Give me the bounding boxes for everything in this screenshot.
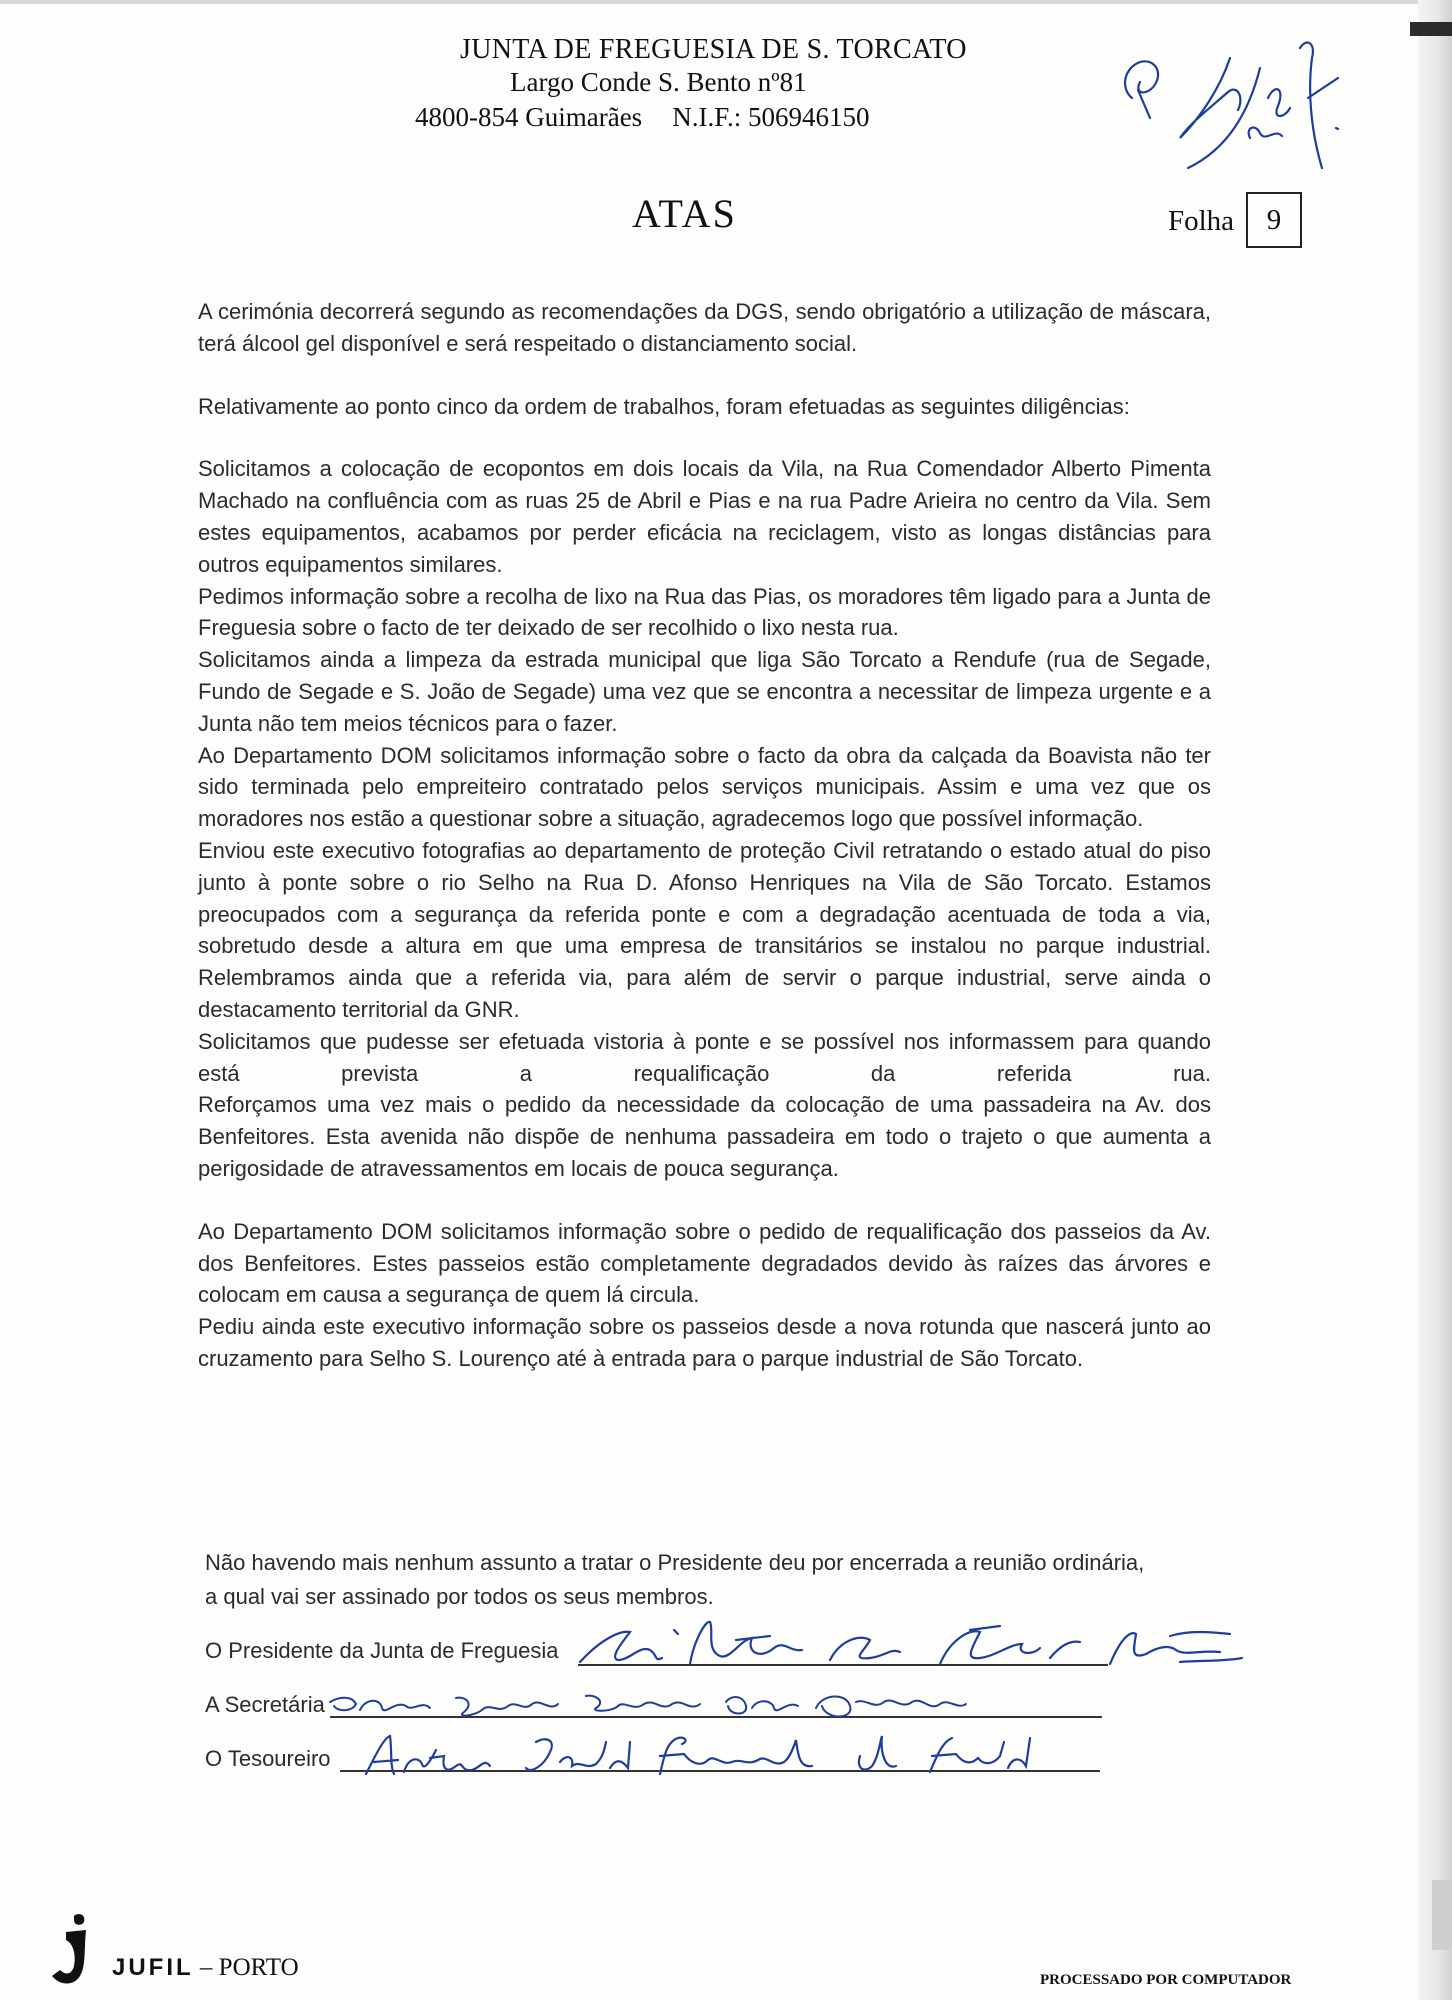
letterhead-name: JUNTA DE FREGUESIA DE S. TORCATO [460,34,967,65]
paragraph-rotunda: Pediu ainda este executivo informação sobre os passeios desde a nova rotunda que nascerá junto ao cruzamento para Selho S. Lourenço até à entrada para o parque industrial de São Torcato. [198,1314,1211,1371]
footer-brand [112,1954,299,1982]
tesoureiro-label: O Tesoureiro [205,1746,331,1771]
presidente-label: O Presidente da Junta de Freguesia [205,1638,559,1663]
scan-edge-top [0,0,1452,4]
letterhead-street: Largo Conde S. Bento nº81 [510,67,807,97]
document-title: ATAS [632,191,737,236]
rubric-signature-top [1110,28,1390,208]
paragraph-ecopontos: Solicitamos a colocação de ecopontos em dois locais da Vila, na Rua Comendador Alberto Pimenta Machado na confluência com as ruas 25 de Abril e Pias e na rua Padre Arieira no centro da Vila. Sem estes equipamentos, acabamos por perder eficácia na reciclagem, visto as longas distâncias para outros equipamentos similares. [198,456,1211,577]
scan-tab-mark [1410,22,1452,36]
secretaria-signature [326,1688,1026,1724]
closing-line-1: Não havendo mais nenhum assunto a tratar o Presidente deu por encerrada a reunião ordinária, [205,1550,1145,1575]
footer-brand-city: – PORTO [199,1954,299,1981]
presidente-signature [570,1600,1260,1680]
jufil-logo-icon [44,1910,104,1990]
closing-line-2: a qual vai ser assinado por todos os seus membros. [205,1584,714,1609]
scan-tab-mark-bottom [1432,1880,1452,1950]
secretaria-label: A Secretária [205,1692,325,1717]
paragraph-vistoria: Solicitamos que pudesse ser efetuada vistoria à ponte e se possível nos informassem para quando está prevista a requalificação da referida rua. [198,1028,1211,1086]
scan-edge-right [1418,0,1452,2000]
letterhead-postal: 4800-854 Guimarães [415,102,643,132]
paragraph-ceremony: A cerimónia decorrerá segundo as recomendações da DGS, sendo obrigatório a utilização de máscara, terá álcool gel disponível e será respeitado o distanciamento social. [198,299,1211,356]
minutes-body [198,296,1211,1375]
paragraph-lixo: Pedimos informação sobre a recolha de lixo na Rua das Pias, os moradores têm ligado para a Junta de Freguesia sobre o facto de ter deixado de ser recolhido o lixo nesta rua. [198,583,1211,641]
paragraph-limpeza: Solicitamos ainda a limpeza da estrada municipal que liga São Torcato a Rendufe (rua de Segade, Fundo de Segade e S. João de Segade) uma vez que se encontra a necessitar de limpeza urgente e a Junta não tem meios técnicos para o fazer. [198,647,1211,736]
paragraph-point-five: Relativamente ao ponto cinco da ordem de trabalhos, foram efetuadas as seguintes diligências: [198,393,1130,419]
footer-processed: PROCESSADO POR COMPUTADOR [1040,1972,1292,1988]
paragraph-passadeira: Reforçamos uma vez mais o pedido da necessidade da colocação de uma passadeira na Av. dos Benfeitores. Esta avenida não dispõe de nenhuma passadeira em todo o trajeto o que aumenta a perigosidade de atravessamentos em locais de pouca segurança. [198,1092,1211,1181]
letterhead-nif: N.I.F.: 506946150 [672,102,870,132]
paragraph-passeios: Ao Departamento DOM solicitamos informação sobre o pedido de requalificação dos passeios da Av. dos Benfeitores. Estes passeios estão completamente degradados devido às raízes das árvores e colocam em causa a segurança de quem lá circula. [198,1218,1211,1308]
sheet-label: Folha [1168,205,1235,237]
paragraph-calcada: Ao Departamento DOM solicitamos informação sobre o facto da obra da calçada da Boavista não ter sido terminada pelo empreiteiro contratado pelos serviços municipais. Assim e uma vez que os moradores nos estão a questionar sobre a situação, agradecemos logo que possível informação. [198,742,1211,832]
letterhead-city-nif [415,102,870,133]
footer-brand-name: JUFIL [112,1954,194,1981]
tesoureiro-signature [360,1728,1040,1780]
paragraph-protecao-civil: Enviou este executivo fotografias ao departamento de proteção Civil retratando o estado atual do piso junto à ponte sobre o rio Selho na Rua D. Afonso Henriques na Vila de São Torcato. Estamos preocupados com a segurança da referida ponte e com a degradação acentuada de toda a via, sobretudo desde a altura em que uma empresa de transitários se instalou no parque industrial. Relembramos ainda que a referida via, para além de servir o parque industrial, serve ainda o destacamento territorial da GNR. [198,837,1211,1022]
sheet-number: 9 [1246,192,1302,248]
